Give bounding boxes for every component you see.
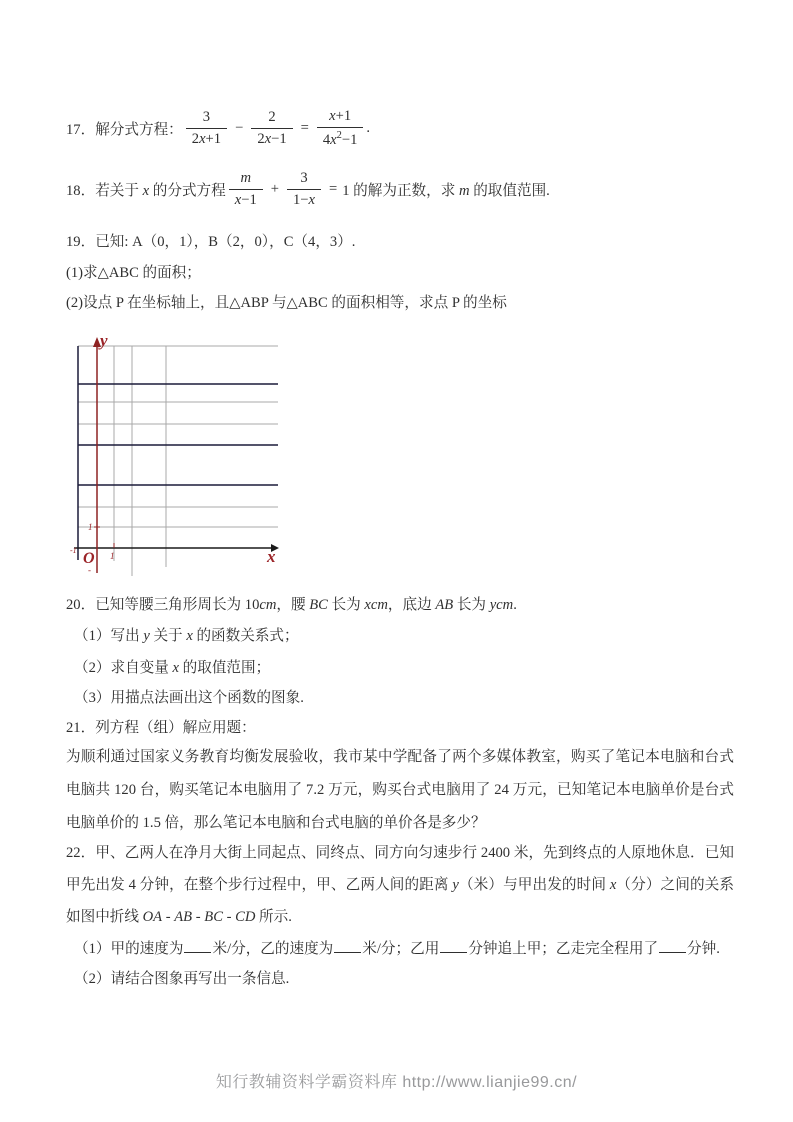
y-axis	[93, 337, 114, 573]
text-segment: -	[162, 909, 175, 925]
text-segment: 关于	[149, 628, 187, 644]
coordinate-grid-figure	[60, 330, 290, 580]
text-segment: 2	[268, 109, 276, 126]
q18-question-text	[342, 179, 550, 200]
text-segment: 长为	[453, 597, 490, 613]
text-segment: AB	[174, 909, 193, 925]
q17-label	[66, 118, 183, 139]
text-segment: −	[235, 119, 244, 136]
text-segment: 2	[191, 130, 200, 147]
question-21-heading	[66, 716, 256, 737]
text-segment: 1−	[292, 191, 309, 208]
text-segment: 所示.	[255, 909, 292, 925]
x-one-tick-label: 1	[110, 551, 115, 561]
q18-frac3-denominator	[287, 189, 321, 209]
q17-frac3-numerator	[317, 107, 364, 126]
text-segment: .	[366, 119, 371, 136]
question-19-statement	[66, 230, 355, 251]
x-axis	[74, 544, 279, 552]
origin-label: O	[83, 550, 95, 567]
q18-equals-operator	[329, 181, 337, 198]
text-segment: （1）写出	[74, 628, 144, 644]
blank-underline	[659, 939, 686, 953]
blank-underline	[440, 939, 467, 953]
text-segment: −1	[271, 130, 287, 147]
question-22-statement	[66, 837, 734, 933]
grid-lines-dark	[78, 346, 278, 560]
q17-frac2-numerator	[251, 108, 292, 127]
text-segment: OA	[142, 909, 163, 925]
text-segment: -	[222, 909, 236, 925]
text-segment: 18．若关于	[66, 182, 143, 199]
footer-watermark: 知行教辅资料学霸资料库 http://www.lianjie99.cn/	[215, 1074, 578, 1091]
q18-fraction-m	[229, 169, 263, 208]
text-segment: +1	[205, 130, 222, 147]
text-segment: 22．甲、乙两人在净月大街上同起点、同终点、同方向匀速步行 2400 米，先到终点的人原地休息．已知甲先出发 4 分钟，在整个步行过程中，甲、乙两人间的距离	[66, 845, 734, 893]
blank-underline	[334, 939, 361, 953]
text-segment: 长为	[327, 597, 365, 613]
text-segment: （米）与甲出发的时间	[458, 877, 610, 893]
text-segment: 分钟追上甲；乙走完全程用了	[468, 941, 659, 957]
text-segment: 的取值范围；	[179, 660, 271, 676]
text-segment: 4	[322, 131, 331, 148]
below-origin-tick-label: -	[88, 565, 91, 575]
text-segment: 的函数关系式；	[192, 628, 299, 644]
text-segment: 3	[202, 109, 211, 126]
text-segment: （3）用描点法画出这个函数的图象.	[74, 690, 304, 706]
y-axis-label: y	[100, 331, 108, 350]
text-segment: 1 的解为正数，求	[342, 182, 459, 199]
text-segment: y	[143, 628, 150, 644]
text-segment: x	[308, 191, 315, 208]
x-axis-label: x	[267, 547, 276, 566]
text-segment: =	[329, 180, 338, 197]
text-segment: x	[609, 877, 617, 893]
text-segment: 米/分，乙的速度为	[212, 941, 334, 957]
text-segment: 19．已知: A（0，1），B（2，0），C（4，3）.	[66, 234, 356, 250]
text-segment: cm	[259, 597, 277, 613]
q17-frac2-denominator	[251, 128, 292, 148]
text-segment: x	[329, 108, 336, 125]
text-segment: CD	[235, 909, 256, 925]
text-segment: BC	[309, 597, 328, 613]
text-segment: 的取值范围.	[469, 182, 550, 199]
text-segment: 20．已知等腰三角形周长为 10	[66, 597, 260, 613]
q17-fraction-1	[186, 108, 227, 147]
q18-fracm-denominator	[229, 189, 263, 209]
question-18	[66, 161, 550, 217]
q17-frac1-numerator	[186, 108, 227, 127]
text-segment: xcm	[364, 597, 388, 613]
q17-minus-operator	[235, 120, 243, 137]
y-one-tick-label: 1	[88, 522, 93, 532]
text-segment: BC	[204, 909, 223, 925]
text-segment: （2）请结合图象再写出一条信息.	[74, 971, 290, 987]
text-segment: −1	[241, 191, 257, 208]
text-segment: −1	[341, 131, 358, 148]
q18-frac3-numerator	[287, 169, 321, 188]
question-21-body	[66, 741, 734, 840]
q18-fraction-3	[287, 169, 321, 208]
text-segment: y	[452, 877, 459, 893]
text-segment: (2)设点 P 在坐标轴上，且△ABP 与△ABC 的面积相等，求点 P 的坐标	[66, 295, 507, 311]
q17-fraction-2	[251, 108, 292, 147]
text-segment: 为顺利通过国家义务教育均衡发展验收，我市某中学配备了两个多媒体教室，购买了笔记本电脑和台式电脑共 120 台，购买笔记本电脑用了 7.2 万元，购买台式电脑用了 24 万元，已知笔记本电脑单价是台式电脑单价的 1.5 倍，那么笔记本电脑和台式电脑的单价各是多少？	[66, 749, 734, 831]
text-segment: m	[459, 182, 470, 199]
text-segment: 21．列方程（组）解应用题：	[66, 720, 256, 736]
text-segment: （分）之间的关系如图中折线	[66, 877, 734, 925]
text-segment: （2）求自变量	[74, 660, 173, 676]
text-segment: x	[264, 130, 272, 147]
text-segment: （1）甲的速度为	[74, 941, 184, 957]
text-segment: ，腰	[276, 597, 310, 613]
grid-lines-light	[78, 346, 278, 576]
q17-fraction-3	[317, 107, 364, 148]
text-segment: 3	[300, 170, 308, 187]
text-segment: ，底边	[387, 597, 436, 613]
text-segment: +1	[335, 108, 352, 125]
text-segment: x	[172, 660, 179, 676]
text-segment: .	[513, 597, 517, 613]
text-segment: (1)求△ABC 的面积；	[66, 265, 201, 281]
text-segment: 2	[257, 130, 265, 147]
text-segment: 的分式方程	[149, 182, 226, 199]
text-segment: 分钟.	[687, 941, 720, 957]
q17-period	[366, 120, 370, 137]
q17-frac1-denominator	[186, 128, 227, 148]
question-19-part-1	[66, 261, 201, 282]
text-segment: +	[270, 180, 279, 197]
text-segment: AB	[435, 597, 454, 613]
text-segment: 2	[336, 129, 342, 141]
q17-equals-operator	[301, 120, 309, 137]
question-19-part-2	[66, 291, 507, 312]
text-segment: x	[142, 182, 150, 199]
question-20-part-3	[74, 686, 304, 707]
text-segment: x	[330, 131, 337, 148]
q18-intro	[66, 179, 226, 200]
question-20-statement	[66, 593, 517, 614]
question-20-part-2	[74, 656, 270, 677]
q18-fracm-numerator	[229, 169, 263, 188]
question-22-part-1	[74, 937, 720, 958]
neg-one-tick-label: -1	[70, 546, 77, 555]
blank-underline	[184, 939, 211, 953]
question-20-part-1	[74, 624, 299, 645]
text-segment: =	[300, 119, 309, 136]
question-17	[66, 100, 370, 156]
q17-frac3-denominator	[317, 127, 364, 149]
text-segment: 17．解分式方程：	[66, 121, 183, 138]
question-22-part-2	[74, 967, 289, 988]
q18-plus-operator	[271, 181, 279, 198]
text-segment: 米/分；乙用	[362, 941, 440, 957]
text-segment: -	[192, 909, 205, 925]
text-segment: m	[240, 170, 252, 187]
text-segment: ycm	[489, 597, 514, 613]
text-segment: x	[234, 191, 242, 208]
text-segment: x	[199, 130, 206, 147]
text-segment: x	[186, 628, 193, 644]
